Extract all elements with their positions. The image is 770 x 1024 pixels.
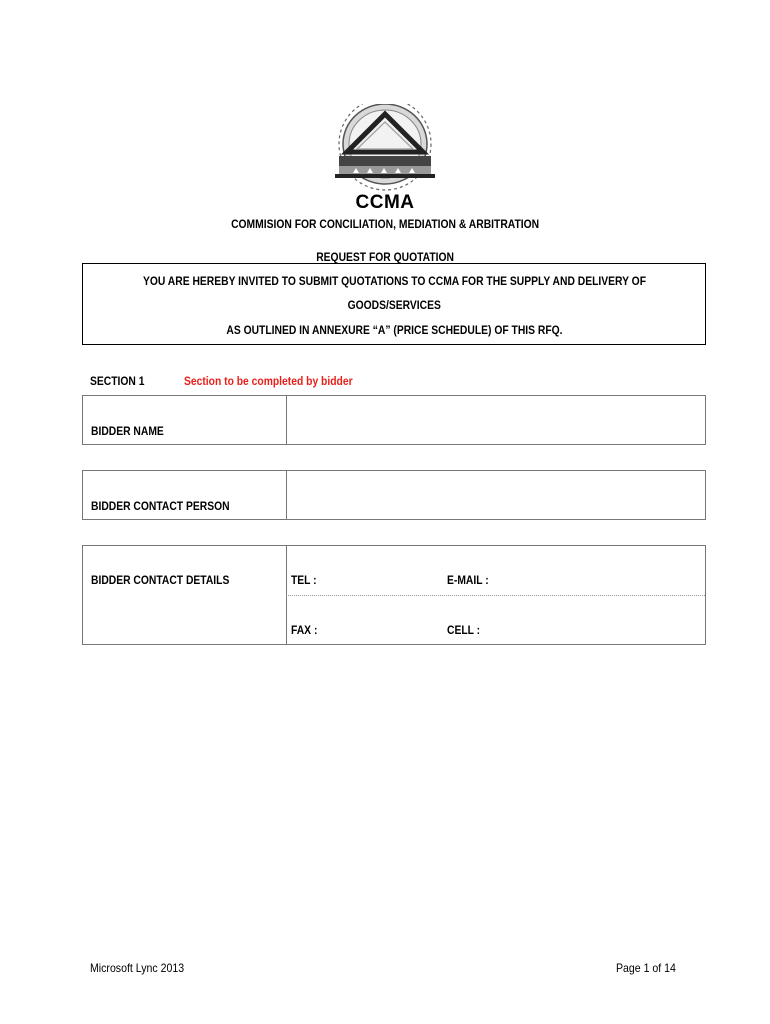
organization-name: COMMISION FOR CONCILIATION, MEDIATION & ARBITRATION — [230, 217, 540, 231]
cell-field[interactable]: CELL : — [447, 623, 481, 637]
invitation-line-3: AS OUTLINED IN ANNEXURE “A” (PRICE SCHEDULE) OF THIS RFQ. — [225, 323, 563, 337]
logo-text: CCMA — [355, 192, 415, 213]
document-title: REQUEST FOR QUOTATION — [316, 250, 454, 264]
bidder-name-field[interactable] — [287, 396, 705, 444]
bidder-contact-details-row — [82, 545, 706, 645]
invitation-line-1: YOU ARE HEREBY INVITED TO SUBMIT QUOTATIONS TO CCMA FOR THE SUPPLY AND DELIVERY OF — [142, 274, 646, 288]
bidder-contact-person-label: BIDDER CONTACT PERSON — [91, 499, 230, 513]
tel-field[interactable]: TEL : — [291, 573, 317, 587]
ccma-logo — [325, 104, 445, 204]
footer-application-name: Microsoft Lync 2013 — [90, 961, 185, 975]
section-description: Section to be completed by bidder — [184, 374, 353, 388]
bidder-name-label: BIDDER NAME — [91, 424, 164, 438]
section-label: SECTION 1 — [90, 374, 145, 388]
bidder-contact-details-label: BIDDER CONTACT DETAILS — [91, 573, 230, 587]
page-number: Page 1 of 14 — [616, 961, 676, 975]
bidder-name-row — [82, 395, 706, 445]
invitation-box — [82, 263, 706, 345]
fax-field[interactable]: FAX : — [291, 623, 318, 637]
email-field[interactable]: E-MAIL : — [447, 573, 489, 587]
bidder-contact-person-field[interactable] — [287, 471, 705, 519]
row-divider — [286, 595, 705, 596]
bidder-contact-person-row — [82, 470, 706, 520]
invitation-line-2: GOODS/SERVICES — [347, 298, 441, 312]
